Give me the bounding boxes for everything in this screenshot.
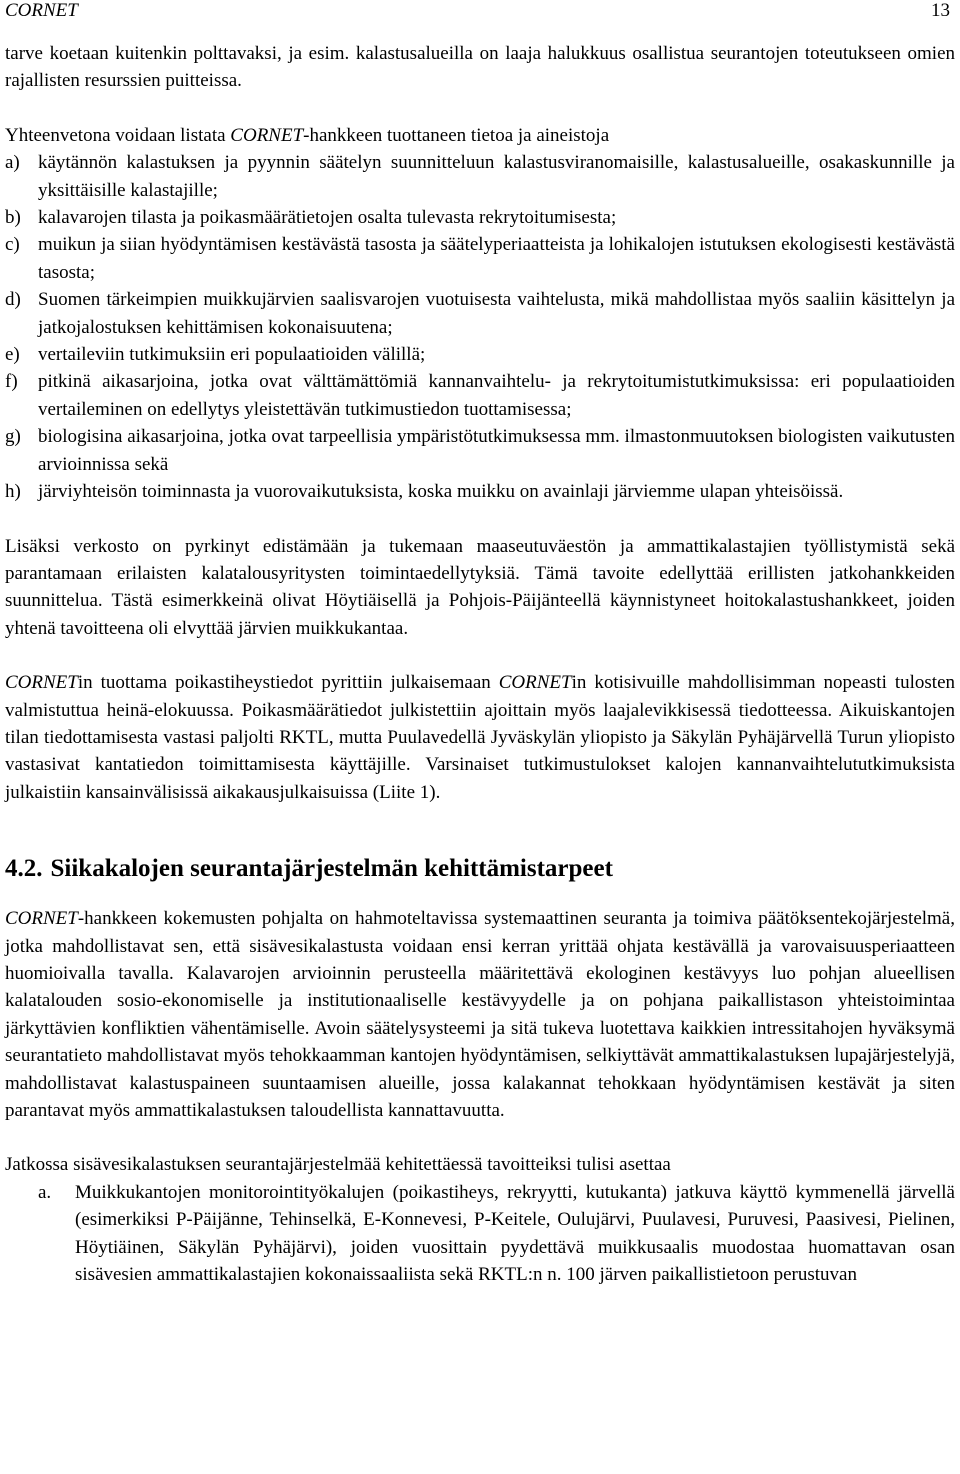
list-marker: b) <box>5 207 21 229</box>
list-item <box>5 368 955 423</box>
list-item <box>5 204 955 231</box>
list-item-text: järviyhteisön toiminnasta ja vuorovaikutuksista, koska muikku on avainlaji järviemme ulapan yhteisöissä. <box>38 481 844 503</box>
list-item <box>5 341 955 368</box>
list-marker: d) <box>5 289 21 311</box>
p4-brand-1: CORNET <box>5 672 78 694</box>
list-item-text: Muikkukantojen monitorointityökalujen (poikastiheys, rekryytti, kutukanta) jatkuva käyttö kymmenellä järvellä (esimerkiksi P-Päijänne, Tehinselkä, E-Konnevesi, P-Keitele, Oulujärvi, Puulavesi, Puruvesi, Paasivesi, Pielinen, Höytiäinen, Säkylän Pyhäjärvi), joiden vuosittain pyydettävä muikkusaalis muodostaa huomattavan osan sisävesien ammattikalastajien kokonaissaaliista sekä RKTL:n n. 100 järven paikallistietoon perustuvan <box>75 1181 955 1286</box>
list-item-text: kalavarojen tilasta ja poikasmäärätietojen osalta tulevasta rekrytoitumisesta; <box>38 207 617 229</box>
list-item-text: muikun ja siian hyödyntämisen kestävästä tasosta ja säätelyperiaatteista ja lohikalojen istutuksen ekologisesti kestävästä tasosta; <box>38 234 955 283</box>
list-item <box>5 149 955 204</box>
list-item-text: käytännön kalastuksen ja pyynnin säätelyn suunnitteluun kalastusviranomaisille, kalastusalueille, osakaskunnille ja yksittäisille kalastajille; <box>38 152 955 201</box>
page-header <box>5 0 950 23</box>
list-item <box>5 478 955 505</box>
list-marker: c) <box>5 234 20 256</box>
list-marker: e) <box>5 344 20 366</box>
list-item <box>5 423 955 478</box>
paragraph-6: Jatkossa sisävesikalastuksen seurantajärjestelmää kehitettäessä tavoitteiksi tulisi asettaa <box>5 1154 671 1176</box>
list-item <box>5 286 955 341</box>
section-title: Siikakalojen seurantajärjestelmän kehittämistarpeet <box>50 855 613 883</box>
list-marker: g) <box>5 426 21 448</box>
p5-text: -hankkeen kokemusten pohjalta on hahmoteltavissa systemaattinen seuranta ja toimiva päätöksentekojärjestelmä, jotka mahdollistavat sen, että sisävesikalastusta voidaan ensi kerran yrittää ohjata kestävällä ja varovaisuusperiaatteen huomioivalla tavalla. Kalavarojen arvioinnin perusteella määritettävä ekologinen kestävyys luo pohjan alueellisen kalatalouden sosio-ekonomiselle ja institutionaaliselle kestävyydelle ja on pohjana paikallistason yhteistoimintaa järkyttävien konfliktien vähentämiselle. Avoin säätelysysteemi ja sitä tukeva luotettava kaikkien intressitahojen hyväksymä seurantatieto mahdollistavat myös tehokkaamman kantojen hyödyntämisen, selkiyttävät ammattikalastuksen lupajärjestelyjä, mahdollistavat kalastuspaineen suuntaamisen alueille, jossa kalakannat tehokkaan hyödyntämisen kestävät ja siten parantavat myös ammattikalastuksen taloudellista kannattavuutta. <box>5 908 955 1121</box>
paragraph-1: tarve koetaan kuitenkin polttavaksi, ja esim. kalastusalueilla on laaja halukkuus osallistua seurantojen toteutukseen omien rajallisten resurssien puitteissa. <box>5 43 955 92</box>
header-title: CORNET <box>5 0 78 21</box>
paragraph-4 <box>5 669 955 806</box>
section-heading <box>5 854 955 884</box>
p2-pre: Yhteenvetona voidaan listata <box>5 124 231 146</box>
paragraph-5 <box>5 905 955 1124</box>
p5-brand: CORNET <box>5 908 78 930</box>
p4-segment-2: in kotisivuille mahdollisimman nopeasti tulosten valmistuttua heinä-elokuussa. Poikasmäärätiedot julkistettiin ajoittain myös laajalevikkisessä tiedotteessa. Aikuiskantojen tilan tiedottamisesta vastasi paljolti RKTL, mutta Puulavedellä Jyväskylän yliopisto ja Säkylän Pyhäjärvellä Turun yliopisto vastasivat kantatiedon toimittamisesta käyttäjille. Varsinaiset tutkimustulokset kalojen kannanvaihtelututkimuksista julkaistiin kansainvälisissä aikakausjulkaisuissa (Liite 1). <box>5 672 955 803</box>
section-number: 4.2. <box>5 855 43 883</box>
list-item-text: Suomen tärkeimpien muikkujärvien saalisvarojen vuotuisesta vaihtelusta, mikä mahdollistaa myös saaliin käsittelyn ja jatkojalostuksen kehittämisen kokonaisuutena; <box>38 289 955 338</box>
p2-post: -hankkeen tuottaneen tietoa ja aineistoja <box>303 124 610 146</box>
paragraph-3: Lisäksi verkosto on pyrkinyt edistämään ja tukemaan maaseutuväestön ja ammattikalastajien työllistymistä sekä parantamaan erilaisten kalatalousyritysten toimintaedellytyksiä. Tämä tavoite edellyttää erillisten jatkohankkeiden suunnittelua. Tästä esimerkkeinä olivat Höytiäisellä ja Pohjois-Päijänteellä käynnistyneet hoitokalastushankkeet, joiden yhtenä tavoitteena oli elvyttää järvien muikkukantaa. <box>5 535 955 639</box>
p4-segment-1: in tuottama poikastiheystiedot pyrittiin julkaisemaan <box>77 672 499 694</box>
list-marker: a. <box>38 1181 52 1203</box>
list-item <box>5 231 955 286</box>
list-item <box>5 1179 955 1289</box>
list-marker: f) <box>5 371 18 393</box>
paragraph-2 <box>5 122 955 149</box>
list-item-text: pitkinä aikasarjoina, jotka ovat välttämättömiä kannanvaihtelu- ja rekrytoitumistutkimuksissa: eri populaatioiden vertaileminen on edellytys yleistettävän tutkimustiedon tuottamisessa; <box>38 371 955 420</box>
p2-brand: CORNET <box>230 124 304 146</box>
list-item-text: biologisina aikasarjoina, jotka ovat tarpeellisia ympäristötutkimuksessa mm. ilmastonmuutoksen biologisten vaikutusten arvioinnissa sekä <box>38 426 955 475</box>
page-content <box>5 40 955 1288</box>
page-number: 13 <box>931 0 950 21</box>
list-marker: h) <box>5 481 21 503</box>
outputs-list <box>5 149 955 505</box>
list-item-text: vertaileviin tutkimuksiin eri populaatioiden välillä; <box>38 344 426 366</box>
goals-list <box>5 1179 955 1289</box>
list-marker: a) <box>5 152 20 174</box>
p4-brand-2: CORNET <box>498 672 572 694</box>
